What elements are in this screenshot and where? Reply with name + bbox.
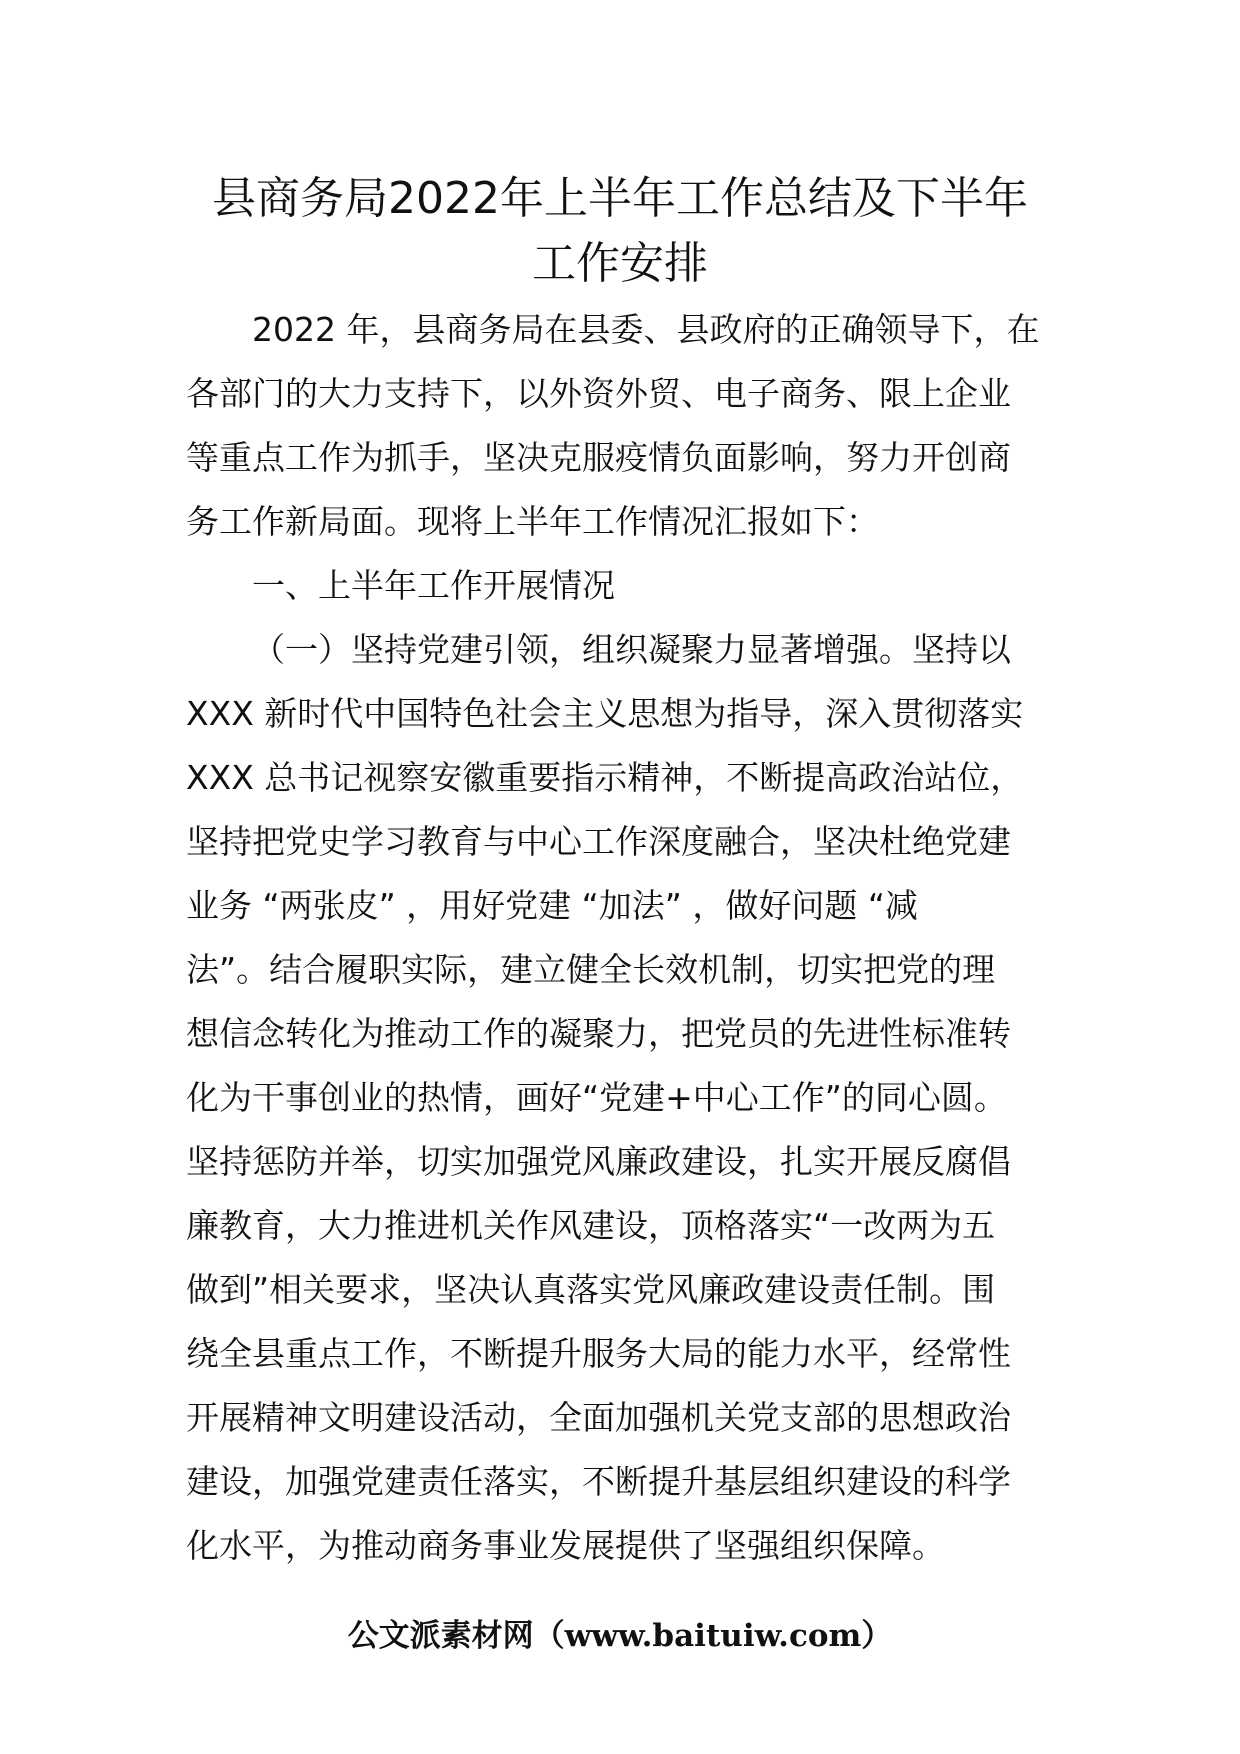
section-heading: 一、上半年工作开展情况 bbox=[252, 566, 615, 605]
intro-paragraph bbox=[186, 298, 1066, 554]
intro-line: 等重点工作为抓手，坚决克服疫情负面影响，努力开创商 bbox=[186, 438, 1011, 477]
subsection-paragraph bbox=[186, 618, 1066, 1578]
paragraph-line: 建设，加强党建责任落实，不断提升基层组织建设的科学 bbox=[186, 1462, 1011, 1501]
document-body bbox=[186, 298, 1066, 1578]
footer-watermark: 公文派素材网（www.baituiw.com） bbox=[347, 1618, 893, 1654]
intro-line: 各部门的大力支持下，以外资外贸、电子商务、限上企业 bbox=[186, 374, 1011, 413]
document-title-line-2: 工作安排 bbox=[532, 238, 708, 289]
paragraph-line: XXX 新时代中国特色社会主义思想为指导，深入贯彻落实 bbox=[186, 694, 1024, 733]
paragraph-line: 廉教育，大力推进机关作风建设，顶格落实“一改两为五 bbox=[186, 1206, 996, 1245]
paragraph-line: 化为干事创业的热情，画好“党建+中心工作”的同心圆。 bbox=[186, 1078, 1007, 1117]
document-title-line-1: 县商务局2022年上半年工作总结及下半年 bbox=[212, 173, 1028, 224]
paragraph-line: 坚持惩防并举，切实加强党风廉政建设，扎实开展反腐倡 bbox=[186, 1142, 1011, 1181]
intro-line: 2022 年，县商务局在县委、县政府的正确领导下，在 bbox=[252, 310, 1040, 349]
paragraph-line: 坚持把党史学习教育与中心工作深度融合，坚决杜绝党建 bbox=[186, 822, 1011, 861]
paragraph-line: 做到”相关要求，坚决认真落实党风廉政建设责任制。围 bbox=[186, 1270, 996, 1309]
paragraph-line: 业务 “两张皮” ，用好党建 “加法” ，做好问题 “减 bbox=[186, 886, 918, 925]
paragraph-line: （一）坚持党建引领，组织凝聚力显著增强。坚持以 bbox=[252, 630, 1011, 669]
paragraph-line: 化水平，为推动商务事业发展提供了坚强组织保障。 bbox=[186, 1526, 945, 1565]
paragraph-line: 想信念转化为推动工作的凝聚力，把党员的先进性标准转 bbox=[186, 1014, 1011, 1053]
paragraph-line: 法”。结合履职实际，建立健全长效机制，切实把党的理 bbox=[186, 950, 996, 989]
intro-line: 务工作新局面。现将上半年工作情况汇报如下： bbox=[186, 502, 879, 541]
paragraph-line: XXX 总书记视察安徽重要指示精神，不断提高政治站位， bbox=[186, 758, 1024, 797]
paragraph-line: 绕全县重点工作，不断提升服务大局的能力水平，经常性 bbox=[186, 1334, 1011, 1373]
paragraph-line: 开展精神文明建设活动，全面加强机关党支部的思想政治 bbox=[186, 1398, 1011, 1437]
